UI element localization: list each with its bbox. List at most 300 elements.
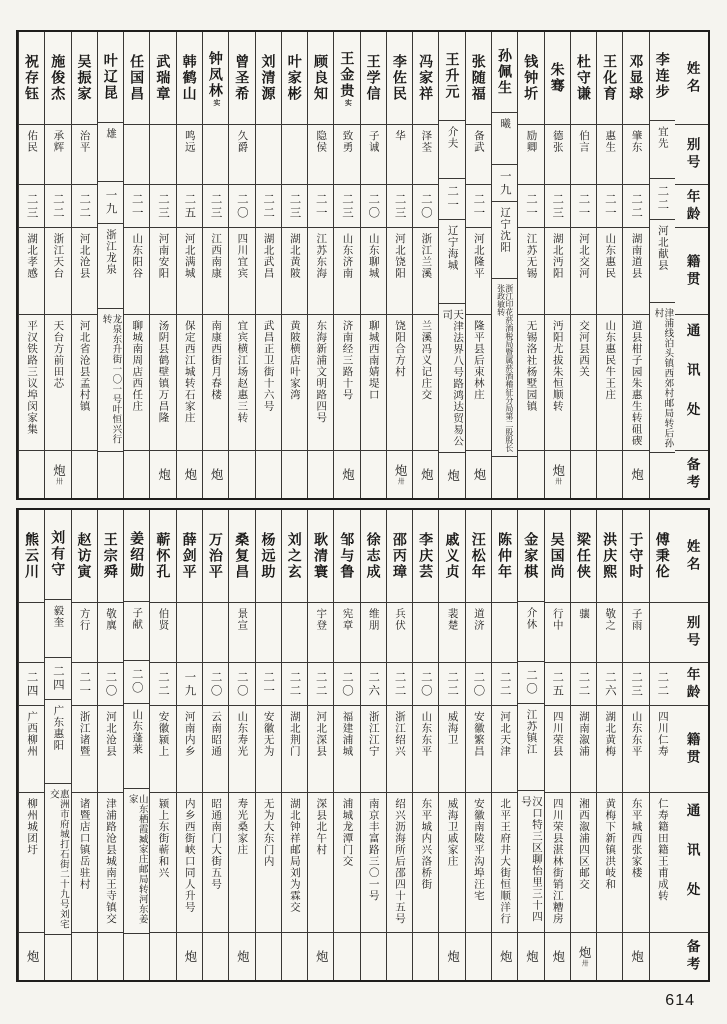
roster-table-top (16, 30, 710, 500)
name-cell (282, 32, 307, 124)
vertical-text: 安徽无为 (262, 711, 275, 757)
vertical-text: 金家棋 (523, 531, 540, 580)
age-cell (545, 662, 570, 705)
vertical-text: 二五 (551, 670, 564, 698)
vertical-text: 湖北钟祥邮局刘为霖交 (288, 798, 301, 913)
remark-cell (45, 450, 70, 498)
vertical-text: 华 (394, 130, 407, 142)
name-cell (177, 510, 202, 602)
vertical-text: 朱骞 (549, 62, 566, 94)
alias-cell (229, 602, 254, 662)
remark-cell (545, 450, 570, 498)
age-cell (124, 184, 149, 227)
vertical-text: 王学信 (365, 54, 382, 102)
roster-column (71, 510, 97, 980)
vertical-text: 通讯处 (684, 803, 700, 922)
vertical-text: 骧 (578, 608, 591, 620)
roster-column (596, 32, 622, 498)
origin-cell (177, 227, 202, 314)
address-cell (334, 314, 359, 450)
vertical-text: 湖北黄陂 (288, 233, 301, 279)
roster-column (281, 32, 307, 498)
vertical-text: 备考 (684, 939, 700, 974)
alias-cell (98, 602, 123, 662)
age-cell (177, 184, 202, 227)
age-cell (72, 662, 97, 705)
vertical-text: 姓名 (684, 60, 700, 96)
alias-cell (203, 124, 228, 184)
alias-cell (150, 602, 175, 662)
vertical-text: 四川宜宾 (236, 233, 249, 279)
vertical-text: 耿清寰 (313, 532, 330, 580)
vertical-text: 梁任侠 (575, 532, 592, 580)
vertical-text: 湖南溆浦 (578, 711, 591, 757)
name-cell (72, 32, 97, 124)
remark-cell (19, 932, 44, 980)
vertical-text: 刘有守 (50, 530, 67, 579)
name-cell (256, 32, 281, 124)
origin-cell (597, 705, 622, 792)
vertical-text: 龙泉东升街一〇一号叶恒兴行转 (100, 314, 122, 445)
vertical-text: 宪章 (341, 608, 354, 631)
vertical-text: 内乡西街峡口同人升号 (183, 798, 196, 913)
vertical-text: 山东寿光 (236, 711, 249, 757)
address-cell (387, 792, 412, 932)
vertical-text: 二一 (314, 192, 327, 220)
alias-cell (387, 124, 412, 184)
remark-cell (229, 450, 254, 498)
vertical-text: 浦城龙潭门交 (341, 798, 354, 867)
vertical-text: 河北满城 (183, 233, 196, 279)
vertical-text: 浙江江宁 (367, 711, 380, 757)
origin-cell (229, 705, 254, 792)
alias-cell (492, 602, 517, 662)
vertical-text: 惠生 (604, 130, 617, 153)
roster-column (228, 32, 254, 498)
age-cell (19, 662, 44, 705)
name-cell (361, 32, 386, 124)
vertical-text: 子雨 (630, 608, 643, 631)
vertical-text: 介休 (525, 607, 538, 631)
name-cell (623, 32, 648, 124)
vertical-text: 伯言 (578, 130, 591, 153)
vertical-text: 炮 (156, 467, 171, 482)
origin-cell (518, 703, 543, 789)
roster-column (438, 32, 464, 498)
name-cell (413, 510, 438, 602)
vertical-text: 二〇 (130, 668, 143, 696)
small-annotation: 卅 (55, 477, 63, 485)
vertical-text: 二六 (603, 670, 616, 698)
origin-cell (334, 227, 359, 314)
vertical-text: 二一 (524, 192, 537, 220)
origin-cell (361, 705, 386, 792)
vertical-text: 威海卫戚家庄 (446, 798, 459, 867)
vertical-text: 饶阳合方村 (394, 320, 407, 378)
name-cell (466, 510, 491, 602)
alias-cell (45, 124, 70, 184)
alias-cell (45, 599, 70, 657)
remark-cell (387, 932, 412, 980)
alias-cell (229, 124, 254, 184)
vertical-text: 二六 (367, 670, 380, 698)
vertical-text: 湖北黄梅 (604, 711, 617, 757)
vertical-text: 炮 (25, 949, 40, 964)
vertical-text: 炮 (182, 949, 197, 964)
address-cell (150, 792, 175, 932)
small-annotation: 卅 (581, 959, 589, 967)
alias-cell (177, 602, 202, 662)
roster-column (412, 32, 438, 498)
remark-cell (518, 932, 543, 980)
vertical-text: 曾圣希 (234, 54, 251, 102)
small-annotation: 卅 (397, 477, 405, 485)
vertical-text: 炮卅 (550, 464, 565, 485)
vertical-text: 二〇 (209, 670, 222, 698)
name-cell (98, 510, 123, 602)
roster-column (44, 510, 70, 980)
remark-cell (597, 932, 622, 980)
alias-cell (334, 602, 359, 662)
origin-cell (45, 227, 70, 314)
age-cell (229, 184, 254, 227)
vertical-text: 叶辽昆 (102, 52, 119, 101)
vertical-text: 二〇 (419, 192, 432, 220)
origin-cell (19, 705, 44, 792)
age-cell (308, 662, 333, 705)
vertical-text: 肇东 (630, 130, 643, 153)
vertical-text: 炮 (629, 467, 644, 482)
vertical-text: 别号 (684, 137, 700, 172)
vertical-text: 李庆芸 (418, 532, 435, 580)
origin-cell (334, 705, 359, 792)
vertical-text: 炮 (471, 467, 486, 482)
roster-column (517, 32, 543, 498)
vertical-text: 绍兴沥海所后邵四十五号 (394, 798, 407, 925)
vertical-text: 久爵 (236, 130, 249, 153)
address-cell (650, 792, 675, 932)
name-cell (650, 32, 675, 120)
header-cell (675, 510, 708, 602)
vertical-text: 颍上东街蕲和兴 (157, 798, 170, 879)
address-cell (150, 314, 175, 450)
vertical-text: 二二 (656, 185, 669, 213)
alias-cell (124, 601, 149, 660)
address-cell (256, 792, 281, 932)
vertical-text: 湖北沔阳 (551, 233, 564, 279)
vertical-text: 四川仁寿 (656, 711, 669, 757)
vertical-text: 二三 (209, 192, 222, 220)
vertical-text: 宇登 (315, 608, 328, 631)
age-cell (229, 662, 254, 705)
age-cell (492, 164, 517, 201)
origin-cell (492, 201, 517, 277)
vertical-text: 江苏镇江 (525, 709, 538, 756)
age-cell (623, 184, 648, 227)
age-cell (334, 662, 359, 705)
origin-cell (282, 705, 307, 792)
age-cell (597, 184, 622, 227)
roster-column (97, 32, 123, 498)
origin-cell (282, 227, 307, 314)
header-cell (675, 932, 708, 980)
vertical-text: 炮 (235, 949, 250, 964)
remark-cell (45, 934, 70, 980)
vertical-text: 天津法界八号路鸿达贸易公司 (441, 308, 465, 447)
name-cell (256, 510, 281, 602)
origin-cell (361, 227, 386, 314)
vertical-text: 东海新浦文明路四号 (315, 320, 328, 424)
vertical-text: 河北沧县 (104, 711, 117, 757)
vertical-text: 王宗舜 (102, 532, 119, 580)
vertical-text: 平汉铁路三议埠闵家集 (26, 320, 39, 435)
vertical-text: 四川荣县湛林街销江糟房 (551, 798, 564, 925)
vertical-text: 万治平 (207, 532, 224, 580)
vertical-text: 二三 (157, 192, 170, 220)
origin-cell (229, 227, 254, 314)
vertical-text: 济南经三路十号 (341, 320, 354, 401)
vertical-text: 炮 (182, 467, 197, 482)
remark-cell (19, 450, 44, 498)
vertical-text: 二一 (577, 192, 590, 220)
vertical-text: 湖南道县 (630, 233, 643, 279)
vertical-text: 吴振家 (76, 54, 93, 102)
origin-cell (98, 705, 123, 792)
roster-column (176, 32, 202, 498)
name-cell (282, 510, 307, 602)
roster-column (649, 32, 675, 498)
address-cell (282, 314, 307, 450)
vertical-text: 深县北午村 (315, 798, 328, 856)
vertical-text: 杜守谦 (575, 54, 592, 102)
vertical-text: 二二 (51, 192, 64, 220)
age-cell (150, 184, 175, 227)
name-cell (203, 510, 228, 602)
age-cell (256, 184, 281, 227)
alias-cell (597, 602, 622, 662)
vertical-text: 浙江诸暨 (78, 711, 91, 757)
vertical-text: 道县柑子园朱惠生转砠碶 (630, 320, 643, 447)
alias-cell (623, 124, 648, 184)
vertical-text: 二〇 (235, 670, 248, 698)
roster-column (622, 510, 648, 980)
remark-cell (571, 450, 596, 498)
vertical-text: 山东聊城 (367, 233, 380, 279)
origin-cell (466, 705, 491, 792)
alias-cell (571, 124, 596, 184)
alias-cell (19, 602, 44, 662)
alias-cell (518, 124, 543, 184)
vertical-text: 一九 (183, 670, 196, 698)
vertical-text: 江苏东海 (315, 233, 328, 279)
address-cell (545, 792, 570, 932)
address-cell (623, 792, 648, 932)
origin-cell (597, 227, 622, 314)
name-cell (229, 32, 254, 124)
vertical-text: 炮卅 (51, 464, 66, 485)
vertical-text: 天台方前田芯 (52, 320, 65, 389)
vertical-text: 介夫 (446, 126, 459, 150)
vertical-text: 二一 (262, 670, 275, 698)
address-cell (545, 314, 570, 450)
vertical-text: 辽宁海城 (446, 225, 459, 272)
vertical-text: 姓名 (684, 538, 700, 574)
alias-cell (545, 602, 570, 662)
header-column (675, 510, 708, 980)
address-cell (203, 314, 228, 450)
roster-column (255, 510, 281, 980)
name-cell (98, 32, 123, 122)
roster-column (360, 32, 386, 498)
remark-cell (387, 450, 412, 498)
vertical-text: 张随福 (470, 54, 487, 102)
roster-column (307, 510, 333, 980)
alias-cell (413, 602, 438, 662)
origin-cell (387, 705, 412, 792)
alias-cell (203, 602, 228, 662)
origin-cell (203, 705, 228, 792)
alias-cell (256, 124, 281, 184)
vertical-text: 二一 (472, 192, 485, 220)
name-cell (19, 32, 44, 124)
roster-column (491, 32, 517, 498)
vertical-text: 裴楚 (446, 608, 459, 631)
address-cell (597, 314, 622, 450)
alias-cell (361, 602, 386, 662)
vertical-text: 仁寿籍田籍王甫成转 (656, 798, 669, 902)
roster-column (97, 510, 123, 980)
vertical-text: 方行 (78, 608, 91, 631)
remark-cell (466, 450, 491, 498)
remark-cell (229, 932, 254, 980)
vertical-text: 王化育 (602, 54, 619, 102)
roster-column (438, 510, 464, 980)
age-cell (256, 662, 281, 705)
vertical-text: 桑复昌 (234, 532, 251, 580)
vertical-text: 宜先 (656, 126, 669, 150)
roster-column (202, 32, 228, 498)
vertical-text: 辽宁沈阳 (499, 207, 512, 254)
age-cell (308, 184, 333, 227)
vertical-text: 威海卫 (446, 711, 459, 746)
vertical-text: 炮 (314, 949, 329, 964)
name-cell (492, 510, 517, 602)
address-cell (387, 314, 412, 450)
vertical-text: 吴国尚 (549, 532, 566, 580)
vertical-text: 浙江天台 (52, 233, 65, 279)
remark-cell (492, 932, 517, 980)
remark-cell (72, 450, 97, 498)
vertical-text: 柳州城团圩 (26, 798, 39, 856)
alias-cell (466, 124, 491, 184)
vertical-text: 泽荃 (420, 130, 433, 153)
vertical-text: 曦 (499, 117, 512, 130)
vertical-text: 伯贤 (157, 608, 170, 631)
name-cell (545, 510, 570, 602)
vertical-text: 湖北荆门 (288, 711, 301, 757)
address-cell (650, 302, 675, 452)
address-cell (492, 278, 517, 457)
vertical-text: 四川荣县 (551, 711, 564, 757)
name-cell (72, 510, 97, 602)
vertical-text: 二三 (630, 670, 643, 698)
name-cell (229, 510, 254, 602)
vertical-text: 黄陂横店叶家湾 (288, 320, 301, 401)
origin-cell (308, 227, 333, 314)
origin-cell (492, 705, 517, 792)
vertical-text: 赵访寅 (76, 532, 93, 580)
vertical-text: 二三 (551, 192, 564, 220)
origin-cell (439, 705, 464, 792)
age-cell (150, 662, 175, 705)
age-cell (124, 660, 149, 702)
vertical-text: 山东栖霞臧家庄邮局转河东姜家 (126, 794, 148, 925)
vertical-text: 炮 (445, 468, 460, 483)
vertical-text: 无为大东门内 (262, 798, 275, 867)
name-cell (124, 32, 149, 124)
vertical-text: 河北深县 (315, 711, 328, 757)
age-cell (518, 184, 543, 227)
vertical-text: 隐侯 (315, 130, 328, 153)
alias-cell (308, 602, 333, 662)
vertical-text: 汪松年 (470, 532, 487, 580)
vertical-text: 炮 (340, 467, 355, 482)
roster-column (149, 510, 175, 980)
vertical-text: 汉口特三区聊怡里三十四号 (519, 795, 543, 923)
remark-cell (203, 450, 228, 498)
vertical-text: 杨远助 (260, 532, 277, 580)
vertical-text: 邵丙璋 (391, 532, 408, 580)
origin-cell (124, 703, 149, 789)
roster-column (71, 32, 97, 498)
remark-cell (256, 932, 281, 980)
origin-cell (308, 705, 333, 792)
vertical-text: 二二 (498, 670, 511, 698)
remark-cell (571, 932, 596, 980)
address-cell (256, 314, 281, 450)
vertical-text: 湖北武昌 (262, 233, 275, 279)
vertical-text: 熊云川 (23, 532, 40, 580)
remark-cell (334, 932, 359, 980)
age-cell (45, 657, 70, 699)
alias-cell (19, 124, 44, 184)
origin-cell (256, 227, 281, 314)
vertical-text: 湖北孝感 (26, 233, 39, 279)
vertical-text: 东平城内兴洛桥街 (420, 798, 433, 890)
roster-column (491, 510, 517, 980)
name-cell (518, 510, 543, 601)
address-cell (361, 792, 386, 932)
vertical-text: 二〇 (235, 192, 248, 220)
roster-column (18, 32, 44, 498)
vertical-text: 广西柳州 (26, 711, 39, 757)
address-cell (45, 314, 70, 450)
vertical-text: 沔阳尤拔朱恒顺转 (551, 320, 564, 412)
age-cell (19, 184, 44, 227)
header-column (675, 32, 708, 498)
alias-cell (623, 602, 648, 662)
vertical-text: 备考 (684, 457, 700, 492)
address-cell (492, 792, 517, 932)
vertical-text: 敬廙 (104, 608, 117, 631)
address-cell (124, 314, 149, 450)
remark-cell (124, 450, 149, 498)
address-cell (177, 314, 202, 450)
age-cell (623, 662, 648, 705)
vertical-text: 浙江绍兴 (394, 711, 407, 757)
vertical-text: 戚义贞 (444, 532, 461, 580)
vertical-text: 东平城西张家楼 (630, 798, 643, 879)
